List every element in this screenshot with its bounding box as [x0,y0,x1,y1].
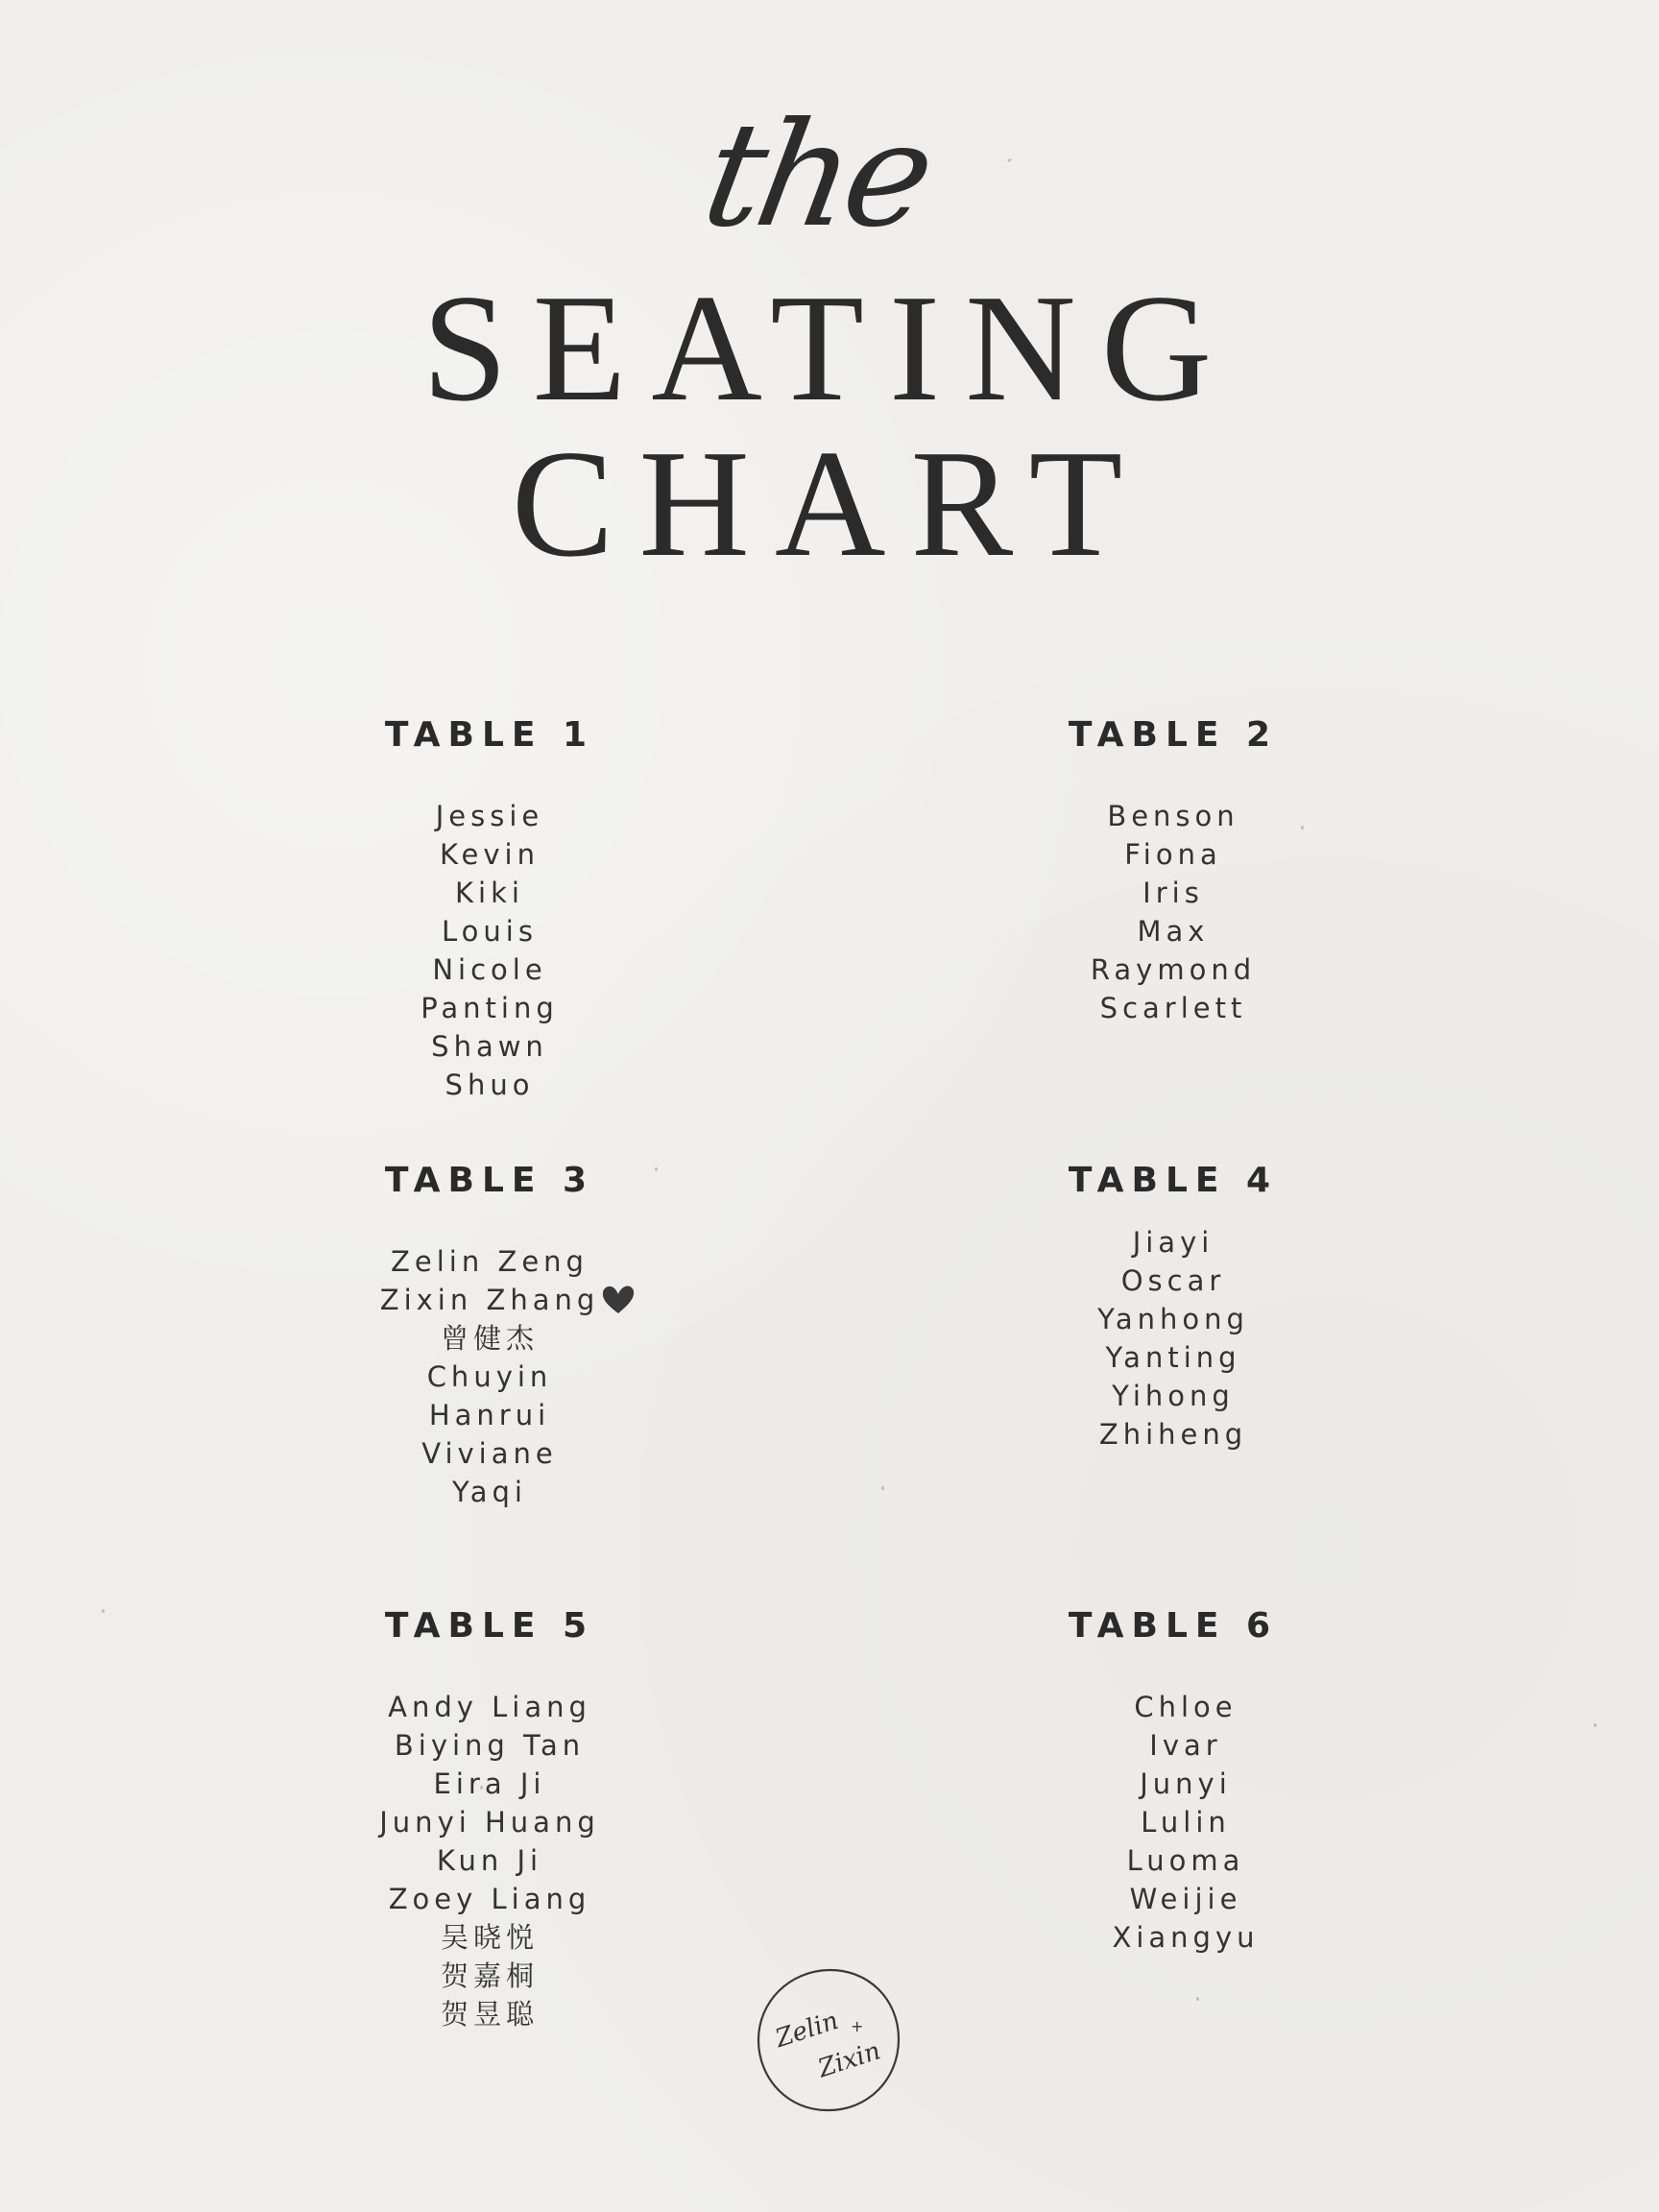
guest-name: Panting [421,992,559,1024]
table-4-block [972,1160,1375,1454]
guest-name: Jiayi [1132,1226,1214,1259]
monogram-seal [755,1966,902,2114]
guest-name: Kiki [455,877,524,909]
guest-name: Raymond [1090,953,1257,986]
title-seating: SEATING [421,262,1238,433]
guest-name: Junyi Huang [379,1806,600,1839]
guest-name: Andy Liang [388,1691,591,1723]
guest-name: Scarlett [1099,992,1247,1024]
paper-speck [1196,1997,1199,2001]
guest-name: Eira Ji [433,1767,546,1800]
paper-speck [881,1486,884,1490]
guest-name: Jessie [435,800,544,832]
guest-name: Viviane [421,1437,558,1470]
guest-name: Iris [1142,877,1204,909]
title-chart: CHART [511,418,1148,589]
guest-name [288,1281,691,1319]
guest-name: Hanrui [428,1399,551,1431]
guest-name: Shuo [445,1069,535,1101]
guest-name: Lulin [1141,1806,1231,1839]
paper-speck [1594,1723,1597,1727]
guest-name: Junyi [1140,1767,1232,1800]
paper-speck [1007,158,1012,163]
guest-name: Shawn [431,1030,548,1063]
table-3-block [288,1160,691,1511]
guest-name: Weijie [1129,1883,1242,1915]
guest-name: Xiangyu [1112,1921,1260,1954]
guest-name: 曾健杰 [440,1322,539,1355]
guest-name: 吴晓悦 [440,1921,539,1954]
guest-name-text: Zixin Zhang [379,1284,600,1316]
table-heading: TABLE 2 [1068,715,1279,755]
guest-list [288,1688,691,2033]
guest-name: Yanhong [1097,1303,1249,1335]
monogram-plus: + [851,2017,864,2035]
guest-name: Nicole [432,953,547,986]
table-6-block [972,1605,1375,1957]
guest-name: 贺嘉桐 [440,1960,539,1992]
guest-name: Yaqi [452,1476,527,1508]
guest-list [288,797,691,1104]
table-2-block [972,714,1375,1027]
guest-name: Yihong [1112,1380,1235,1412]
guest-list [972,1223,1375,1454]
guest-list [288,1242,691,1511]
guest-name: 贺昱聪 [440,1998,539,2031]
title-script-the: the [692,92,941,259]
guest-name: Benson [1107,800,1239,832]
monogram-name-1: Zelin [772,2006,842,2055]
monogram-name-2: Zixin [814,2036,884,2084]
guest-name: Louis [442,915,538,948]
heart-icon [599,1281,637,1319]
guest-list [997,1688,1375,1957]
guest-name: Chuyin [426,1360,553,1393]
guest-name: Max [1137,915,1210,948]
table-5-block [288,1605,691,2033]
guest-name: Zhiheng [1098,1418,1248,1451]
table-heading: TABLE 3 [384,1161,595,1200]
table-heading: TABLE 4 [1068,1161,1279,1200]
guest-name: Oscar [1120,1264,1226,1297]
guest-name: Kun Ji [436,1844,543,1877]
paper-speck [102,1609,105,1613]
guest-name: Kevin [439,838,540,871]
guest-name: Zoey Liang [388,1883,591,1915]
table-heading: TABLE 6 [1068,1606,1279,1646]
guest-name: Ivar [1149,1729,1222,1762]
guest-name: Fiona [1124,838,1222,871]
guest-name: Yanting [1105,1341,1241,1374]
table-heading: TABLE 1 [384,715,595,755]
guest-name: Zelin Zeng [391,1245,589,1278]
table-heading: TABLE 5 [384,1606,595,1646]
guest-name: Chloe [1134,1691,1238,1723]
guest-list [972,797,1375,1027]
guest-name: Luoma [1126,1844,1245,1877]
table-1-block [288,714,691,1104]
guest-name: Biying Tan [394,1729,586,1762]
